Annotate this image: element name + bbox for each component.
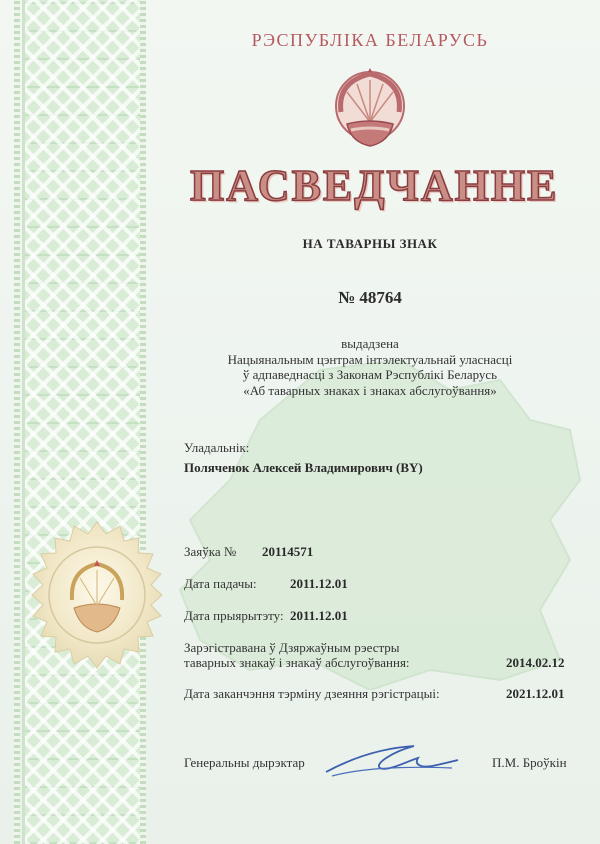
filing-date-value: 2011.12.01 [290,576,348,591]
certificate-number: № 48764 [338,288,402,307]
registered-date-value: 2014.02.12 [506,655,565,670]
issued-line-2: Нацыянальным цэнтрам інтэлектуальнай уласнасці [227,351,513,367]
owner-label: Уладальнік: [184,440,250,455]
ornament-edge-right [140,0,146,844]
issued-line-4: «Аб таварных знаках і знаках абслугоўвання» [243,382,497,398]
director-name: П.М. Броўкін [492,755,567,770]
application-label: Заяўка № [184,544,237,559]
state-emblem-icon [327,62,413,152]
hologram-seal-icon [22,520,172,670]
expiry-date-label: Дата заканчэння тэрміну дзеяння рэгістрацыі: [184,686,440,701]
issued-by-block [200,336,540,398]
issued-line-1: выдадзена [341,336,399,351]
application-value: 20114571 [262,544,314,559]
certificate-subtitle: НА ТАВАРНЫ ЗНАК [302,236,438,251]
issued-line-3: ў адпаведнасці з Законам Рэспублікі Беларусь [242,367,498,382]
director-label: Генеральны дырэктар [184,755,305,770]
certificate-title: ПАСВЕДЧАННЕ [190,161,559,210]
ornament-edge-left [14,0,20,844]
republic-heading: РЭСПУБЛІКА БЕЛАРУСЬ [251,30,489,50]
expiry-date-value: 2021.12.01 [506,686,565,701]
registered-label-line-1: Зарэгістравана ў Дзяржаўным рэестры [184,640,400,655]
filing-date-label: Дата падачы: [184,576,257,591]
priority-date-label: Дата прыярытэту: [184,608,284,623]
signature-icon [322,738,462,782]
registered-label-line-2: таварных знакаў і знакаў абслугоўвання: [184,655,410,670]
priority-date-value: 2011.12.01 [290,608,348,623]
owner-name: Поляченок Алексей Владимирович (BY) [184,460,423,475]
ornamental-band [22,0,144,844]
